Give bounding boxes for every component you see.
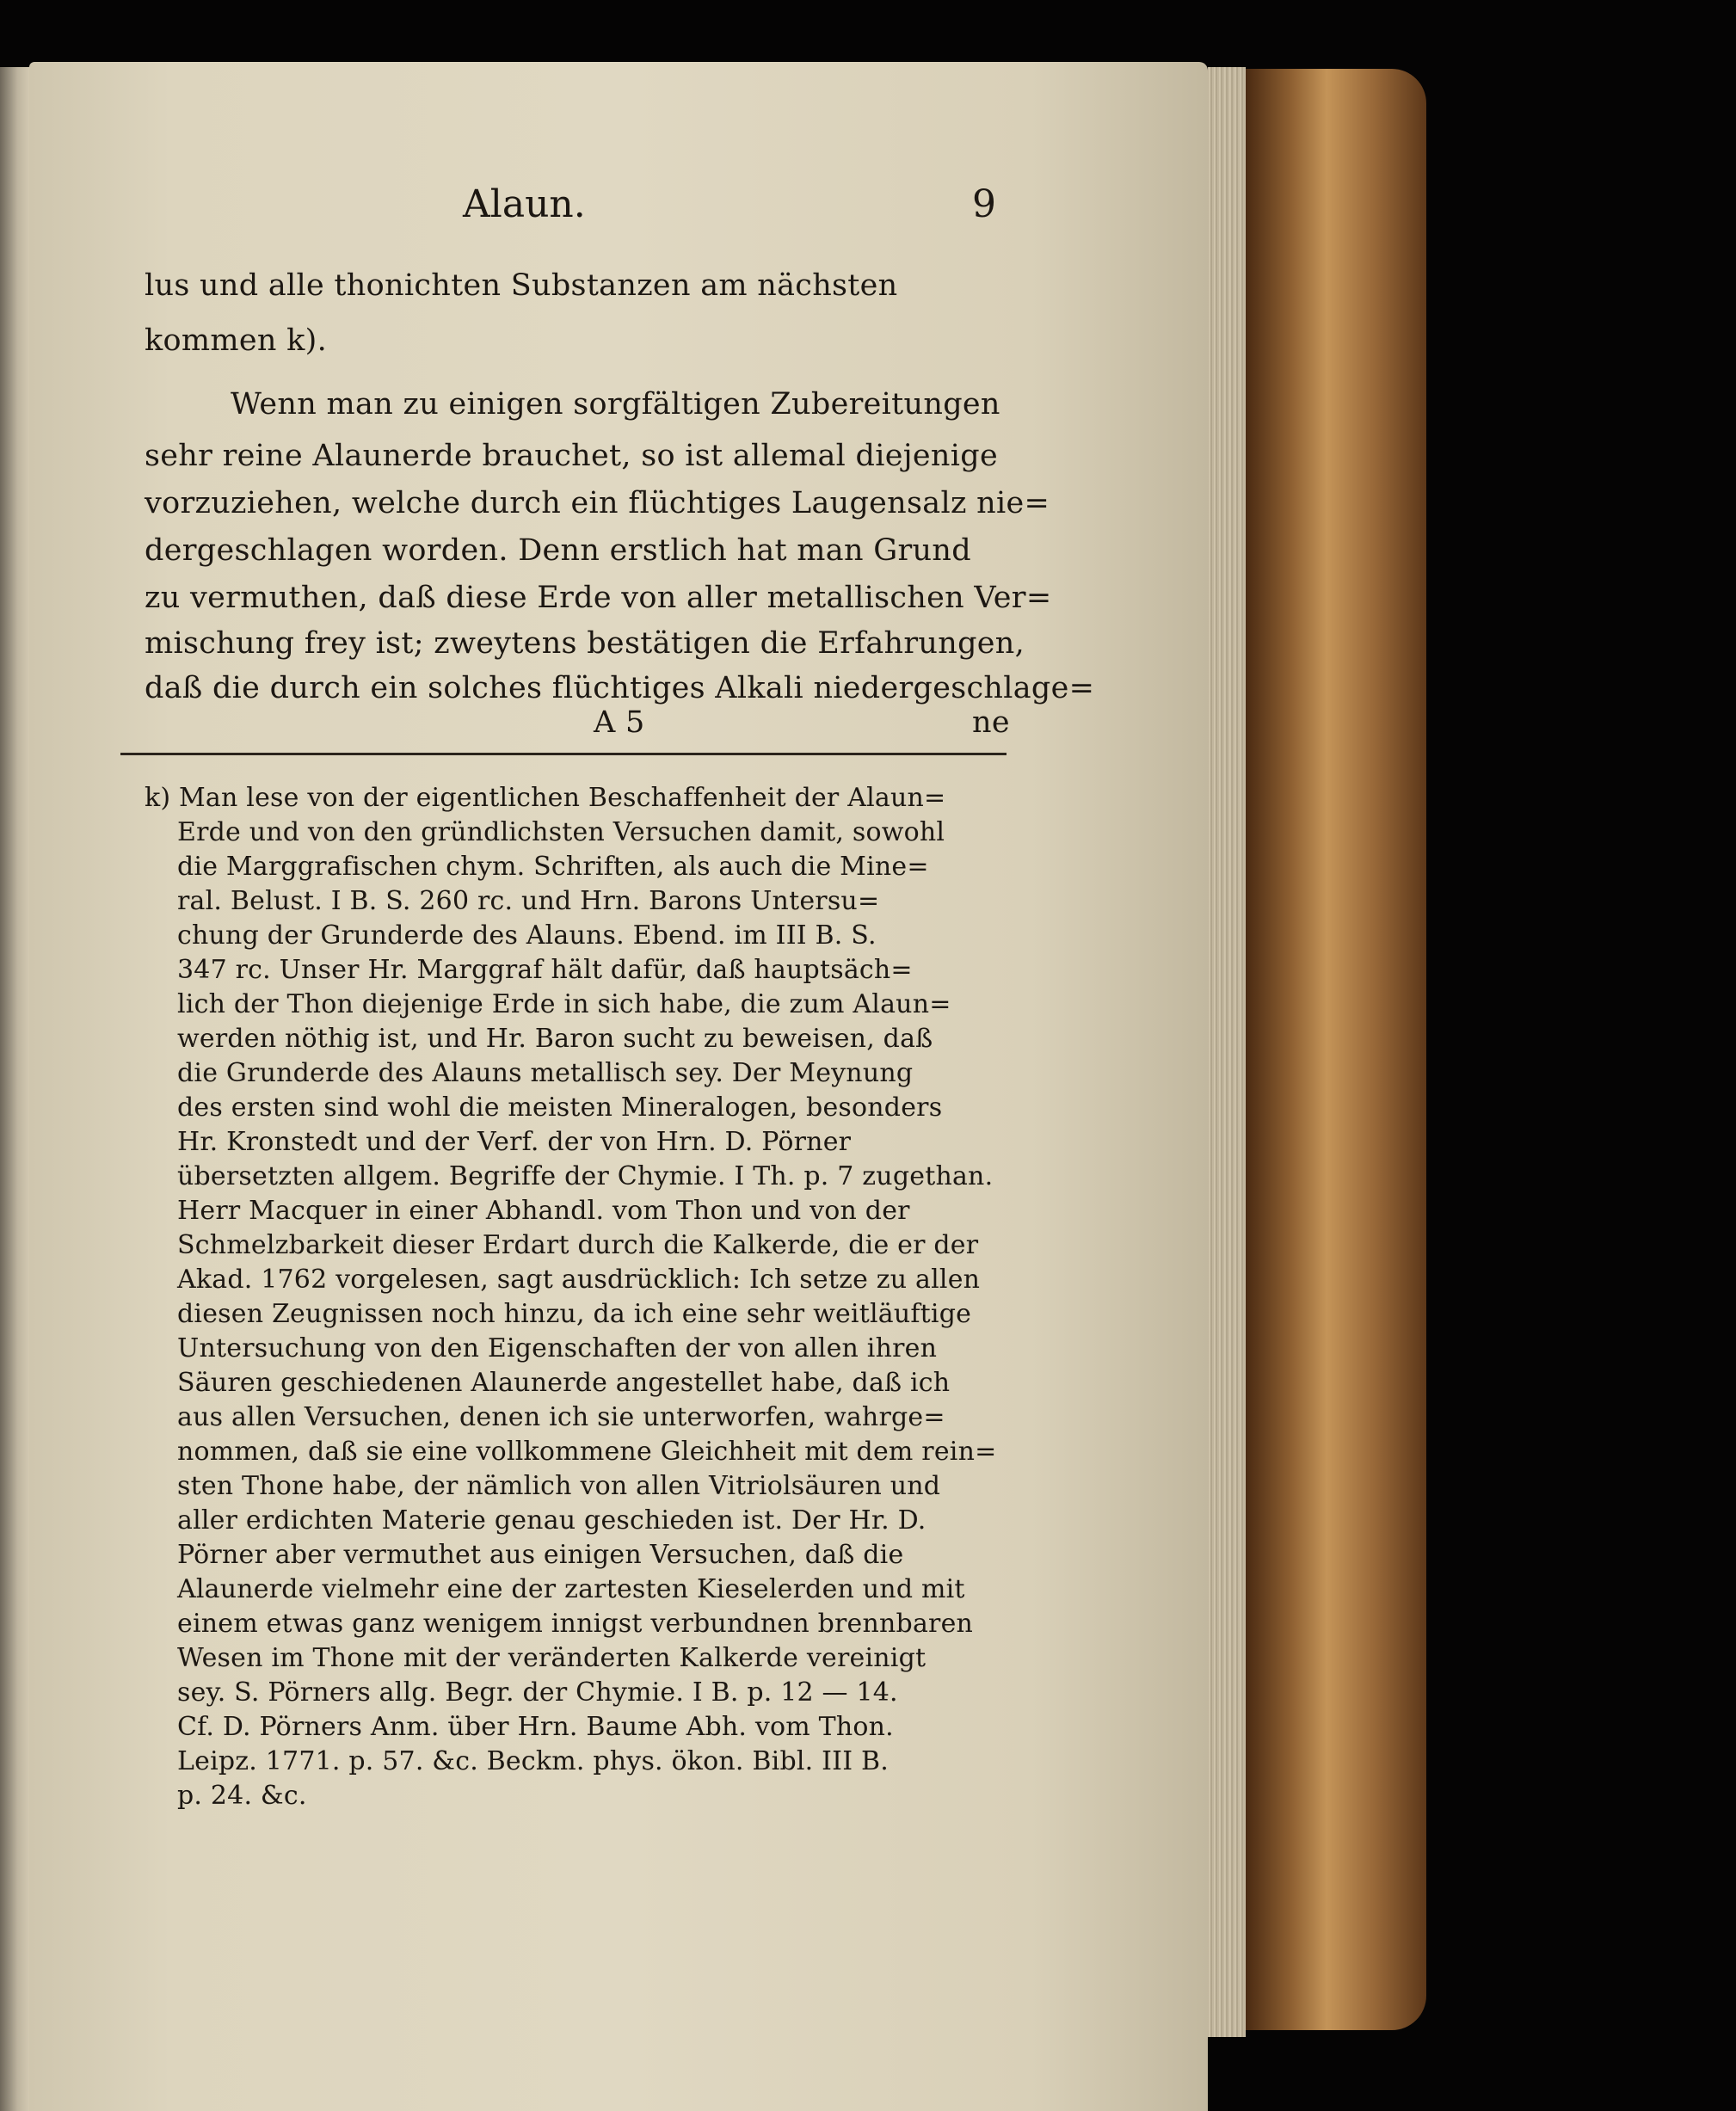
text-line: sehr reine Alaunerde brauchet, so ist allemal diejenige xyxy=(145,439,998,473)
book-cover xyxy=(1246,69,1426,2030)
footnote-line: Schmelzbarkeit dieser Erdart durch die Kalkerde, die er der xyxy=(177,1230,979,1260)
footnote-line: ral. Belust. I B. S. 260 rc. und Hrn. Barons Untersu= xyxy=(177,886,880,916)
footnote-line: Wesen im Thone mit der veränderten Kalkerde vereinigt xyxy=(177,1643,926,1673)
text-line: vorzuziehen, welche durch ein flüchtiges Laugensalz nie= xyxy=(145,486,1050,520)
footnote-line: Leipz. 1771. p. 57. &c. Beckm. phys. ökon. Bibl. III B. xyxy=(177,1746,889,1776)
footnote-line: aus allen Versuchen, denen ich sie unterworfen, wahrge= xyxy=(177,1402,945,1432)
footnote-line: Alaunerde vielmehr eine der zartesten Kieselerden und mit xyxy=(177,1574,965,1604)
footnote-line: des ersten sind wohl die meisten Mineralogen, besonders xyxy=(177,1092,943,1123)
text-line: dergeschlagen worden. Denn erstlich hat man Grund xyxy=(145,533,971,568)
text-line: mischung frey ist; zweytens bestätigen die Erfahrungen, xyxy=(145,626,1025,661)
footnote-line: Herr Macquer in einer Abhandl. vom Thon und von der xyxy=(177,1196,910,1226)
page-number: 9 xyxy=(972,182,996,226)
footnote-line: sey. S. Pörners allg. Begr. der Chymie. I B. p. 12 — 14. xyxy=(177,1677,898,1708)
footnote-line: Erde und von den gründlichsten Versuchen damit, sowohl xyxy=(177,817,945,847)
footnote-line: Untersuchung von den Eigenschaften der von allen ihren xyxy=(177,1333,938,1363)
footnote-line: Cf. D. Pörners Anm. über Hrn. Baume Abh. vom Thon. xyxy=(177,1712,894,1742)
footnote-line: Säuren geschiedenen Alaunerde angestellet habe, daß ich xyxy=(177,1368,951,1398)
footnote-line: Pörner aber vermuthet aus einigen Versuchen, daß die xyxy=(177,1540,904,1570)
text-line: zu vermuthen, daß diese Erde von aller metallischen Ver= xyxy=(145,581,1052,615)
footnote-line: einem etwas ganz wenigem innigst verbundnen brennbaren xyxy=(177,1609,974,1639)
footnote-line: lich der Thon diejenige Erde in sich habe, die zum Alaun= xyxy=(177,989,951,1019)
text-line: lus und alle thonichten Substanzen am nächsten xyxy=(145,268,898,303)
footnote-line: die Marggrafischen chym. Schriften, als auch die Mine= xyxy=(177,852,929,882)
signature-mark: A 5 xyxy=(594,705,645,740)
footnote-line: Akad. 1762 vorgelesen, sagt ausdrücklich: Ich setze zu allen xyxy=(177,1265,981,1295)
footnote-line: k) Man lese von der eigentlichen Beschaffenheit der Alaun= xyxy=(145,783,946,813)
footnote-line: chung der Grunderde des Alauns. Ebend. im III B. S. xyxy=(177,920,877,951)
text-line: Wenn man zu einigen sorgfältigen Zubereitungen xyxy=(231,387,1000,422)
left-page-edge xyxy=(0,67,29,2111)
footnote-rule xyxy=(120,753,1007,755)
footnote-line: werden nöthig ist, und Hr. Baron sucht zu beweisen, daß xyxy=(177,1024,933,1054)
footnote-line: die Grunderde des Alauns metallisch sey. Der Meynung xyxy=(177,1058,914,1088)
footnote-line: Hr. Kronstedt und der Verf. der von Hrn. D. Pörner xyxy=(177,1127,852,1157)
footnote-line: 347 rc. Unser Hr. Marggraf hält dafür, daß hauptsäch= xyxy=(177,955,913,985)
footnote-line: diesen Zeugnissen noch hinzu, da ich eine sehr weitläuftige xyxy=(177,1299,972,1329)
footnote-line: nommen, daß sie eine vollkommene Gleichheit mit dem rein= xyxy=(177,1437,997,1467)
running-header: Alaun. xyxy=(463,182,586,226)
footnote-line: sten Thone habe, der nämlich von allen Vitriolsäuren und xyxy=(177,1471,941,1501)
text-line: kommen k). xyxy=(145,323,328,358)
footnote-line: p. 24. &c. xyxy=(177,1781,307,1811)
footnote-line: aller erdichten Materie genau geschieden ist. Der Hr. D. xyxy=(177,1505,926,1536)
footnote-line: übersetzten allgem. Begriffe der Chymie. I Th. p. 7 zugethan. xyxy=(177,1161,994,1191)
catchword: ne xyxy=(972,705,1010,740)
page-edges xyxy=(1208,67,1246,2037)
text-line: daß die durch ein solches flüchtiges Alkali niedergeschlage= xyxy=(145,671,1095,705)
